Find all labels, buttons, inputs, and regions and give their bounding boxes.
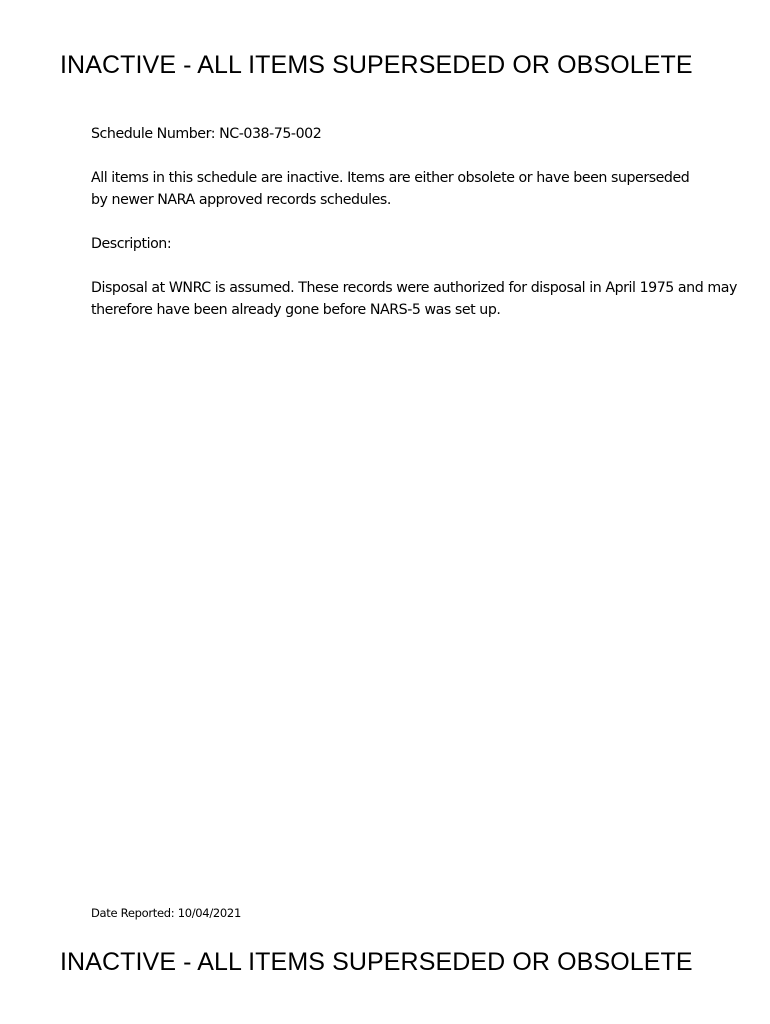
inactive-status-paragraph: All items in this schedule are inactive. Items are either obsolete or have been superseded by newer NARA approved records schedules. [91, 170, 690, 208]
schedule-number-value: NC-038-75-002 [219, 126, 322, 142]
inactive-banner-bottom: INACTIVE - ALL ITEMS SUPERSEDED OR OBSOLETE [60, 948, 693, 976]
description-heading: Description: [91, 236, 172, 252]
schedule-number-label: Schedule Number: [91, 126, 216, 142]
date-reported-label: Date Reported: [91, 906, 175, 920]
inactive-banner-top: INACTIVE - ALL ITEMS SUPERSEDED OR OBSOLETE [60, 51, 693, 79]
date-reported-value: 10/04/2021 [177, 906, 241, 920]
date-reported-line [91, 903, 241, 923]
schedule-number-line [91, 123, 741, 145]
description-text: Disposal at WNRC is assumed. These records were authorized for disposal in April 1975 and may therefore have been already gone before NARS-5 was set up. [91, 280, 737, 318]
